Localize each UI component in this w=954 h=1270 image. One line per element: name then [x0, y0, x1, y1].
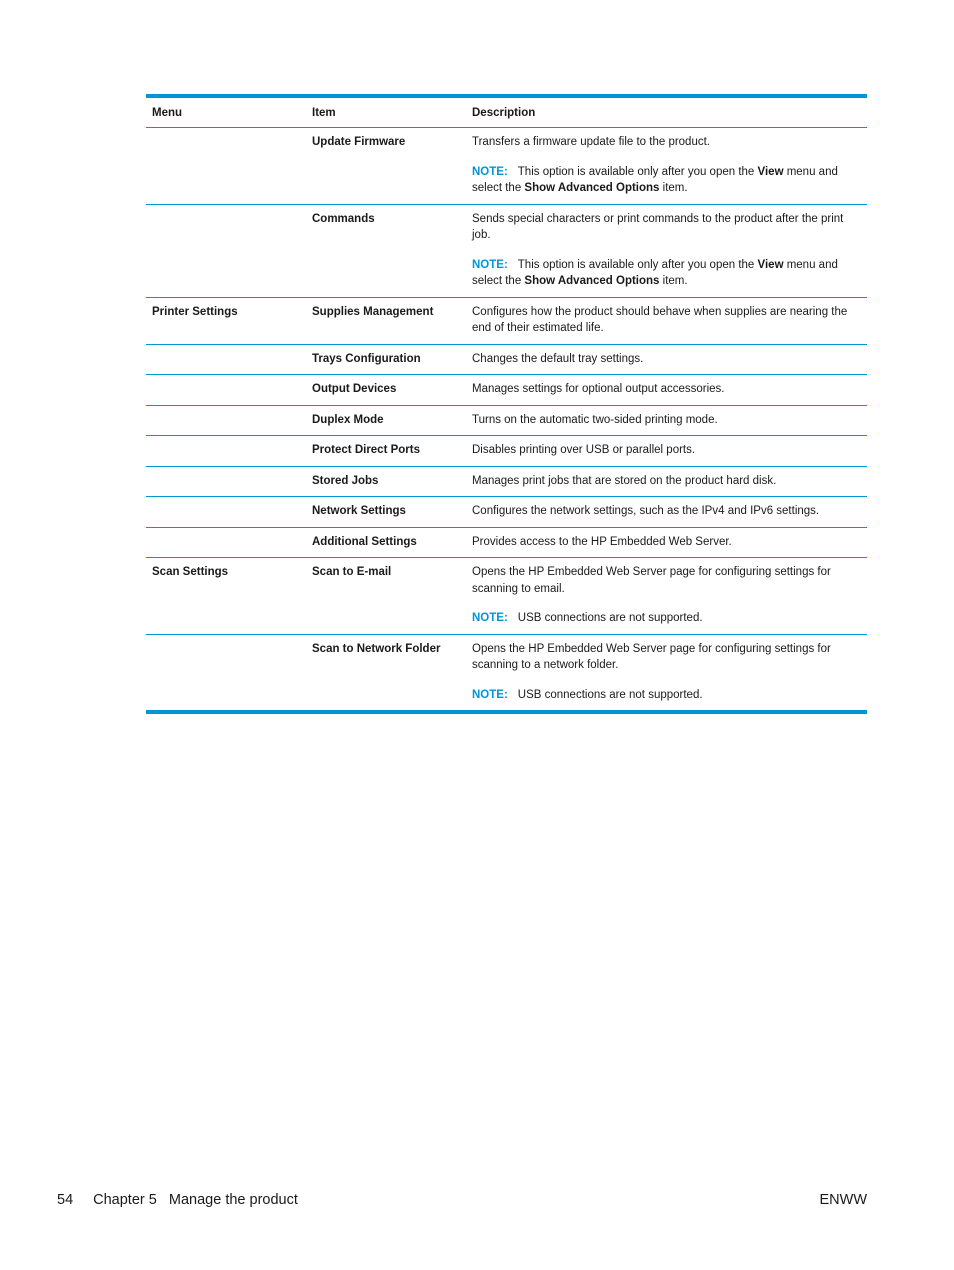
- note-text: menu and select the: [472, 165, 838, 194]
- note-text: item.: [659, 275, 688, 287]
- table-row: [146, 528, 867, 559]
- table-row: [146, 558, 867, 635]
- table-row: [146, 345, 867, 376]
- note-text: USB connections are not supported.: [517, 688, 703, 701]
- note-label: NOTE:: [472, 612, 508, 624]
- row-description: [466, 205, 867, 297]
- note-label: NOTE:: [472, 165, 508, 178]
- row-menu: Printer Settings: [152, 305, 238, 318]
- row-item: Stored Jobs: [312, 474, 379, 487]
- table-header: [146, 98, 867, 128]
- note-label: NOTE:: [472, 688, 508, 701]
- row-item: Protect Direct Ports: [312, 444, 421, 456]
- row-description: Configures the network settings, such as the IPv4 and IPv6 settings.: [472, 505, 820, 517]
- row-menu: [146, 406, 306, 436]
- row-description: Provides access to the HP Embedded Web Server.: [472, 535, 732, 548]
- row-menu: [146, 635, 306, 711]
- row-item: Update Firmware: [312, 136, 406, 148]
- table-row: [146, 436, 867, 467]
- row-menu: [146, 128, 306, 204]
- note: [472, 687, 861, 704]
- row-menu: [146, 205, 306, 297]
- table-row: [146, 635, 867, 711]
- note-bold-option: Show Advanced Options: [524, 182, 660, 194]
- row-item: Duplex Mode: [312, 413, 384, 426]
- note-text: item.: [659, 182, 688, 194]
- note: [472, 257, 861, 290]
- row-item: Trays Configuration: [312, 352, 421, 365]
- note-text: menu and select the: [472, 258, 838, 287]
- settings-table: [146, 94, 867, 714]
- row-menu: Scan Settings: [152, 566, 229, 578]
- header-description: Description: [472, 106, 536, 119]
- note: [472, 610, 861, 627]
- header-item: Item: [312, 106, 336, 119]
- row-description: Turns on the automatic two-sided printing mode.: [472, 413, 718, 426]
- footer-right: ENWW: [819, 1192, 867, 1208]
- row-description: Disables printing over USB or parallel ports.: [472, 444, 696, 456]
- row-item: Additional Settings: [312, 535, 417, 548]
- row-menu: [146, 497, 306, 527]
- row-menu: [146, 467, 306, 497]
- note-text: This option is available only after you open the: [517, 165, 758, 178]
- row-description: Manages print jobs that are stored on the product hard disk.: [472, 474, 777, 487]
- note-text: This option is available only after you open the: [517, 258, 758, 271]
- row-description: Changes the default tray settings.: [472, 352, 644, 365]
- row-menu: [146, 345, 306, 375]
- table-row: [146, 128, 867, 205]
- table-row: [146, 497, 867, 528]
- row-item: Commands: [312, 212, 375, 225]
- description-text: Transfers a firmware update file to the product.: [472, 136, 710, 148]
- chapter-title: Chapter 5 Manage the product: [93, 1192, 298, 1208]
- row-item: Network Settings: [312, 505, 406, 517]
- table-row: [146, 205, 867, 298]
- header-menu: Menu: [152, 106, 183, 119]
- row-item: Supplies Management: [312, 305, 434, 318]
- description-text: Opens the HP Embedded Web Server page for configuring settings for scanning to email.: [472, 566, 831, 595]
- row-description: [466, 635, 867, 711]
- row-description: Manages settings for optional output accessories.: [472, 383, 725, 395]
- table-row: [146, 298, 867, 345]
- row-item: Scan to E-mail: [312, 566, 392, 578]
- row-menu: [146, 436, 306, 466]
- table-row: [146, 467, 867, 498]
- row-item: Scan to Network Folder: [312, 642, 441, 655]
- note-bold-view: View: [757, 165, 784, 178]
- note: [472, 164, 861, 197]
- note-text: USB connections are not supported.: [517, 612, 703, 624]
- table-row: [146, 375, 867, 406]
- page-footer: [57, 1192, 867, 1208]
- note-label: NOTE:: [472, 258, 508, 271]
- note-bold-option: Show Advanced Options: [524, 275, 660, 287]
- row-menu: [146, 375, 306, 405]
- row-description: [466, 128, 867, 204]
- row-menu: [146, 528, 306, 558]
- page-number: 54: [57, 1192, 74, 1208]
- note-bold-view: View: [757, 258, 784, 271]
- description-text: Opens the HP Embedded Web Server page for configuring settings for scanning to a network folder.: [472, 642, 831, 671]
- table-row: [146, 406, 867, 437]
- row-description: Configures how the product should behave when supplies are nearing the end of their estimated life.: [472, 305, 848, 334]
- row-description: [466, 558, 867, 634]
- row-item: Output Devices: [312, 383, 397, 395]
- footer-left: [57, 1192, 298, 1208]
- description-text: Sends special characters or print commands to the product after the print job.: [472, 212, 844, 241]
